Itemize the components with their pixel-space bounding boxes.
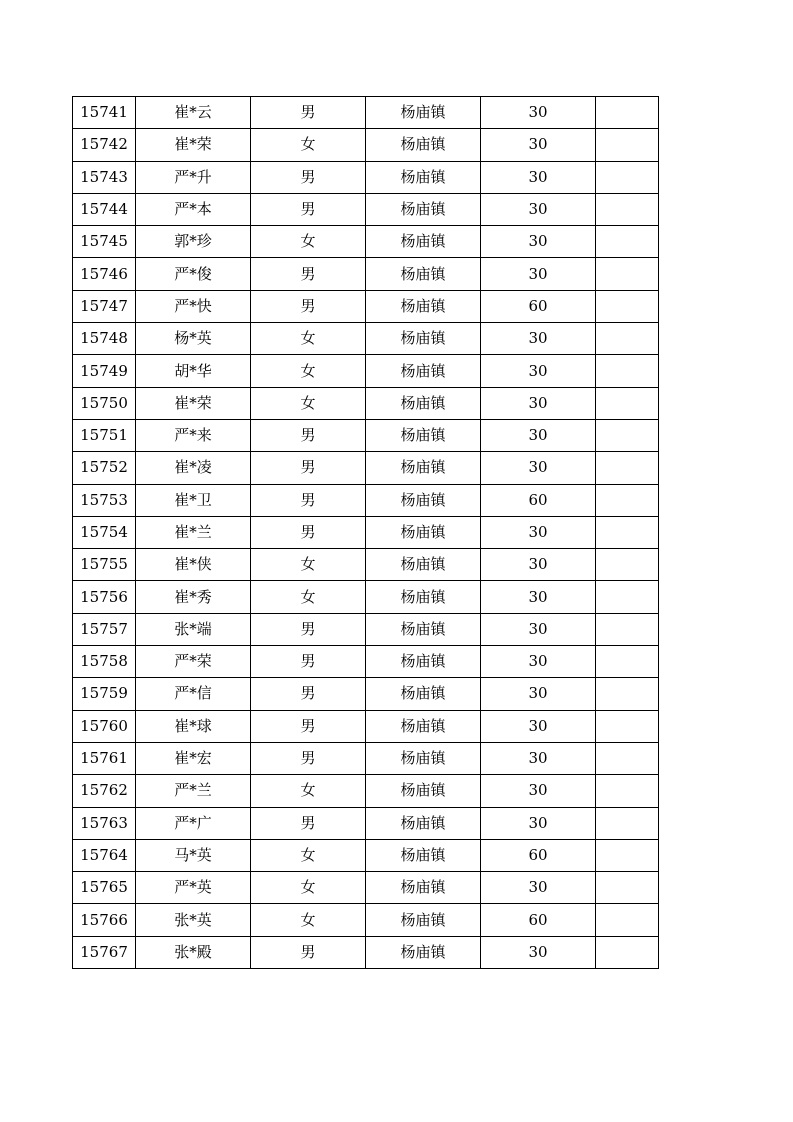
table-row bbox=[73, 323, 659, 355]
cell-town: 杨庙镇 bbox=[366, 872, 481, 904]
cell-note bbox=[596, 581, 659, 613]
table-row bbox=[73, 355, 659, 387]
cell-gender: 女 bbox=[251, 549, 366, 581]
cell-town: 杨庙镇 bbox=[366, 258, 481, 290]
cell-id: 15750 bbox=[73, 387, 136, 419]
cell-id: 15743 bbox=[73, 161, 136, 193]
table-row bbox=[73, 678, 659, 710]
cell-town: 杨庙镇 bbox=[366, 839, 481, 871]
cell-name: 崔*宏 bbox=[136, 742, 251, 774]
cell-town: 杨庙镇 bbox=[366, 549, 481, 581]
cell-id: 15763 bbox=[73, 807, 136, 839]
cell-amount: 30 bbox=[481, 452, 596, 484]
cell-note bbox=[596, 452, 659, 484]
cell-id: 15758 bbox=[73, 646, 136, 678]
cell-amount: 30 bbox=[481, 355, 596, 387]
cell-name: 崔*秀 bbox=[136, 581, 251, 613]
cell-gender: 男 bbox=[251, 161, 366, 193]
cell-amount: 60 bbox=[481, 904, 596, 936]
cell-note bbox=[596, 129, 659, 161]
cell-town: 杨庙镇 bbox=[366, 161, 481, 193]
cell-town: 杨庙镇 bbox=[366, 226, 481, 258]
cell-amount: 30 bbox=[481, 549, 596, 581]
cell-id: 15744 bbox=[73, 193, 136, 225]
cell-gender: 男 bbox=[251, 936, 366, 968]
cell-gender: 男 bbox=[251, 484, 366, 516]
cell-gender: 男 bbox=[251, 193, 366, 225]
cell-town: 杨庙镇 bbox=[366, 710, 481, 742]
cell-note bbox=[596, 742, 659, 774]
cell-id: 15756 bbox=[73, 581, 136, 613]
cell-amount: 30 bbox=[481, 613, 596, 645]
cell-note bbox=[596, 161, 659, 193]
cell-id: 15755 bbox=[73, 549, 136, 581]
table-row bbox=[73, 516, 659, 548]
cell-gender: 女 bbox=[251, 581, 366, 613]
cell-note bbox=[596, 419, 659, 451]
cell-id: 15749 bbox=[73, 355, 136, 387]
cell-name: 崔*球 bbox=[136, 710, 251, 742]
cell-town: 杨庙镇 bbox=[366, 936, 481, 968]
cell-note bbox=[596, 646, 659, 678]
cell-amount: 30 bbox=[481, 129, 596, 161]
table-row bbox=[73, 387, 659, 419]
cell-gender: 男 bbox=[251, 452, 366, 484]
cell-name: 严*俊 bbox=[136, 258, 251, 290]
cell-gender: 女 bbox=[251, 775, 366, 807]
cell-name: 崔*卫 bbox=[136, 484, 251, 516]
cell-gender: 男 bbox=[251, 97, 366, 129]
cell-note bbox=[596, 355, 659, 387]
cell-name: 马*英 bbox=[136, 839, 251, 871]
cell-town: 杨庙镇 bbox=[366, 613, 481, 645]
cell-note bbox=[596, 775, 659, 807]
cell-id: 15761 bbox=[73, 742, 136, 774]
cell-amount: 30 bbox=[481, 516, 596, 548]
cell-gender: 男 bbox=[251, 613, 366, 645]
cell-town: 杨庙镇 bbox=[366, 516, 481, 548]
cell-note bbox=[596, 387, 659, 419]
cell-amount: 30 bbox=[481, 193, 596, 225]
cell-amount: 30 bbox=[481, 678, 596, 710]
table-row bbox=[73, 419, 659, 451]
cell-name: 张*英 bbox=[136, 904, 251, 936]
cell-name: 严*荣 bbox=[136, 646, 251, 678]
cell-note bbox=[596, 839, 659, 871]
cell-town: 杨庙镇 bbox=[366, 646, 481, 678]
cell-gender: 男 bbox=[251, 516, 366, 548]
cell-name: 崔*荣 bbox=[136, 129, 251, 161]
table-row bbox=[73, 129, 659, 161]
cell-gender: 男 bbox=[251, 258, 366, 290]
cell-town: 杨庙镇 bbox=[366, 129, 481, 161]
cell-note bbox=[596, 710, 659, 742]
cell-gender: 女 bbox=[251, 872, 366, 904]
cell-id: 15747 bbox=[73, 290, 136, 322]
table-row bbox=[73, 742, 659, 774]
cell-amount: 30 bbox=[481, 710, 596, 742]
cell-amount: 60 bbox=[481, 484, 596, 516]
cell-id: 15752 bbox=[73, 452, 136, 484]
cell-town: 杨庙镇 bbox=[366, 355, 481, 387]
cell-town: 杨庙镇 bbox=[366, 290, 481, 322]
cell-gender: 女 bbox=[251, 355, 366, 387]
cell-name: 严*本 bbox=[136, 193, 251, 225]
cell-amount: 30 bbox=[481, 323, 596, 355]
cell-gender: 女 bbox=[251, 839, 366, 871]
cell-note bbox=[596, 290, 659, 322]
cell-amount: 60 bbox=[481, 839, 596, 871]
cell-id: 15767 bbox=[73, 936, 136, 968]
cell-name: 郭*珍 bbox=[136, 226, 251, 258]
cell-gender: 女 bbox=[251, 129, 366, 161]
cell-name: 严*来 bbox=[136, 419, 251, 451]
cell-name: 严*英 bbox=[136, 872, 251, 904]
cell-note bbox=[596, 484, 659, 516]
cell-id: 15765 bbox=[73, 872, 136, 904]
table-row bbox=[73, 839, 659, 871]
cell-name: 严*广 bbox=[136, 807, 251, 839]
table-row bbox=[73, 290, 659, 322]
cell-note bbox=[596, 904, 659, 936]
cell-name: 张*殿 bbox=[136, 936, 251, 968]
table-row bbox=[73, 581, 659, 613]
cell-town: 杨庙镇 bbox=[366, 581, 481, 613]
cell-name: 崔*荣 bbox=[136, 387, 251, 419]
cell-note bbox=[596, 97, 659, 129]
cell-name: 张*端 bbox=[136, 613, 251, 645]
cell-amount: 60 bbox=[481, 290, 596, 322]
table-row bbox=[73, 549, 659, 581]
cell-id: 15757 bbox=[73, 613, 136, 645]
cell-town: 杨庙镇 bbox=[366, 904, 481, 936]
cell-name: 崔*凌 bbox=[136, 452, 251, 484]
cell-town: 杨庙镇 bbox=[366, 193, 481, 225]
cell-note bbox=[596, 193, 659, 225]
cell-amount: 30 bbox=[481, 742, 596, 774]
table-row bbox=[73, 872, 659, 904]
table-row bbox=[73, 452, 659, 484]
table-row bbox=[73, 258, 659, 290]
cell-note bbox=[596, 323, 659, 355]
table-row bbox=[73, 97, 659, 129]
cell-amount: 30 bbox=[481, 258, 596, 290]
cell-note bbox=[596, 516, 659, 548]
cell-gender: 男 bbox=[251, 742, 366, 774]
cell-town: 杨庙镇 bbox=[366, 807, 481, 839]
cell-id: 15764 bbox=[73, 839, 136, 871]
cell-gender: 女 bbox=[251, 226, 366, 258]
cell-amount: 30 bbox=[481, 936, 596, 968]
cell-note bbox=[596, 549, 659, 581]
cell-amount: 30 bbox=[481, 872, 596, 904]
cell-id: 15759 bbox=[73, 678, 136, 710]
cell-name: 崔*兰 bbox=[136, 516, 251, 548]
table-row bbox=[73, 161, 659, 193]
cell-town: 杨庙镇 bbox=[366, 484, 481, 516]
cell-town: 杨庙镇 bbox=[366, 775, 481, 807]
cell-note bbox=[596, 872, 659, 904]
cell-amount: 30 bbox=[481, 226, 596, 258]
cell-id: 15742 bbox=[73, 129, 136, 161]
cell-gender: 男 bbox=[251, 419, 366, 451]
cell-id: 15760 bbox=[73, 710, 136, 742]
cell-gender: 女 bbox=[251, 323, 366, 355]
cell-amount: 30 bbox=[481, 646, 596, 678]
cell-amount: 30 bbox=[481, 97, 596, 129]
cell-id: 15748 bbox=[73, 323, 136, 355]
cell-gender: 女 bbox=[251, 387, 366, 419]
cell-id: 15754 bbox=[73, 516, 136, 548]
cell-id: 15746 bbox=[73, 258, 136, 290]
table-row bbox=[73, 484, 659, 516]
cell-gender: 男 bbox=[251, 807, 366, 839]
cell-town: 杨庙镇 bbox=[366, 387, 481, 419]
cell-name: 严*快 bbox=[136, 290, 251, 322]
cell-note bbox=[596, 226, 659, 258]
cell-name: 崔*云 bbox=[136, 97, 251, 129]
cell-note bbox=[596, 613, 659, 645]
cell-note bbox=[596, 936, 659, 968]
table-row bbox=[73, 775, 659, 807]
cell-gender: 女 bbox=[251, 904, 366, 936]
cell-amount: 30 bbox=[481, 161, 596, 193]
cell-name: 崔*侠 bbox=[136, 549, 251, 581]
cell-id: 15762 bbox=[73, 775, 136, 807]
table-row bbox=[73, 646, 659, 678]
cell-note bbox=[596, 807, 659, 839]
cell-id: 15753 bbox=[73, 484, 136, 516]
cell-id: 15751 bbox=[73, 419, 136, 451]
cell-name: 胡*华 bbox=[136, 355, 251, 387]
table-row bbox=[73, 936, 659, 968]
cell-town: 杨庙镇 bbox=[366, 97, 481, 129]
table-row bbox=[73, 226, 659, 258]
cell-town: 杨庙镇 bbox=[366, 678, 481, 710]
cell-amount: 30 bbox=[481, 581, 596, 613]
cell-gender: 男 bbox=[251, 710, 366, 742]
cell-id: 15745 bbox=[73, 226, 136, 258]
cell-town: 杨庙镇 bbox=[366, 742, 481, 774]
cell-id: 15766 bbox=[73, 904, 136, 936]
table-row bbox=[73, 710, 659, 742]
table-body bbox=[73, 97, 659, 969]
cell-amount: 30 bbox=[481, 419, 596, 451]
cell-amount: 30 bbox=[481, 387, 596, 419]
table-row bbox=[73, 904, 659, 936]
cell-gender: 男 bbox=[251, 646, 366, 678]
cell-town: 杨庙镇 bbox=[366, 419, 481, 451]
cell-amount: 30 bbox=[481, 807, 596, 839]
table-row bbox=[73, 193, 659, 225]
cell-gender: 男 bbox=[251, 290, 366, 322]
data-table bbox=[72, 96, 659, 969]
cell-name: 严*兰 bbox=[136, 775, 251, 807]
cell-note bbox=[596, 258, 659, 290]
cell-town: 杨庙镇 bbox=[366, 452, 481, 484]
cell-name: 杨*英 bbox=[136, 323, 251, 355]
table-row bbox=[73, 613, 659, 645]
cell-name: 严*升 bbox=[136, 161, 251, 193]
cell-gender: 男 bbox=[251, 678, 366, 710]
cell-town: 杨庙镇 bbox=[366, 323, 481, 355]
table-row bbox=[73, 807, 659, 839]
cell-name: 严*信 bbox=[136, 678, 251, 710]
cell-note bbox=[596, 678, 659, 710]
cell-amount: 30 bbox=[481, 775, 596, 807]
cell-id: 15741 bbox=[73, 97, 136, 129]
